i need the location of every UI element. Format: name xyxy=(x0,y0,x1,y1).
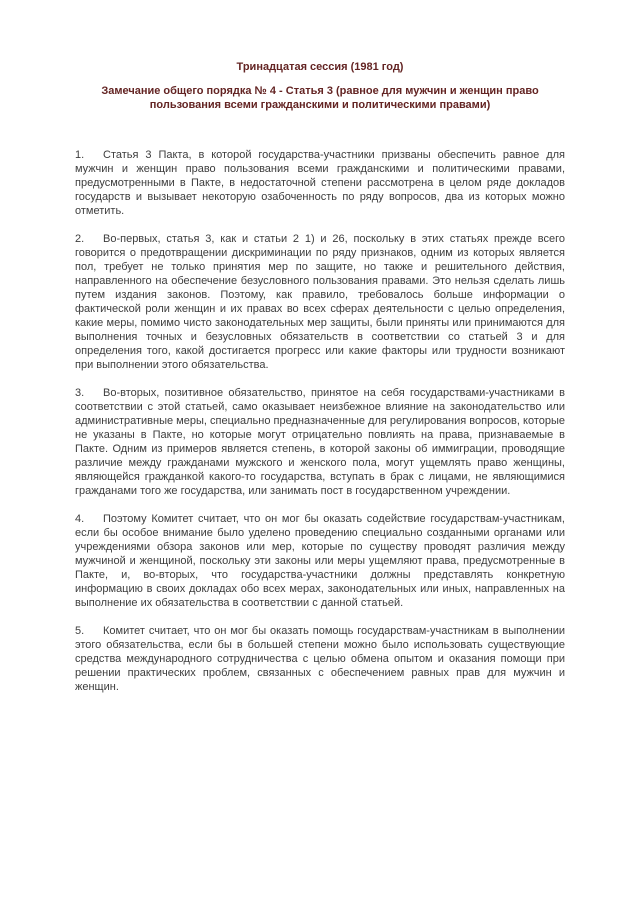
paragraph xyxy=(75,624,565,694)
document-header xyxy=(75,60,565,112)
paragraph xyxy=(75,512,565,610)
paragraph-text: Статья 3 Пакта, в которой государства-участники призваны обеспечить равное для мужчин и женщин право пользования всеми гражданскими и политическими правами, предусмотренными в Пакте, в недостаточной степени рассмотрена в целом ряде докладов государств и вызывает некоторую озабоченность по ряду вопросов, два из которых можно отметить. xyxy=(75,149,565,217)
paragraph xyxy=(75,232,565,372)
paragraph xyxy=(75,386,565,498)
paragraph-text: Во-первых, статья 3, как и статьи 2 1) и 26, поскольку в этих статьях прежде всего говорится о предотвращении дискриминации по ряду признаков, одним из которых является пол, требует не только принятия мер по защите, но также и решительного действия, направленного на обеспечение безусловного пользования правами. Это нельзя сделать лишь путем издания законов. Поэтому, как правило, требовалось больше информации о фактической роли женщин и их правах во всех сферах деятельности с целью определения, какие меры, помимо чисто законодательных мер защиты, были приняты или принимаются для выполнения точных и безусловных обязательств в соответствии со статьей 3 и для определения того, какой достигается прогресс или какие факторы или трудности возникают при выполнении этого обязательства. xyxy=(75,233,565,371)
session-title: Тринадцатая сессия (1981 год) xyxy=(236,61,404,73)
paragraph-text: Комитет считает, что он мог бы оказать помощь государствам-участникам в выполнении этого обязательства, если бы в большей степени можно было использовать существующие средства международного сотрудничества с целью обмена опытом и оказания помощи при решении практических проблем, связанных с обеспечением равных прав для мужчин и женщин. xyxy=(75,625,565,693)
paragraph-number: 1. xyxy=(75,149,85,161)
paragraph-number: 4. xyxy=(75,513,85,525)
paragraph-number: 5. xyxy=(75,625,85,637)
paragraph-number: 2. xyxy=(75,233,85,245)
paragraph-text: Поэтому Комитет считает, что он мог бы оказать содействие государствам-участникам, если бы особое внимание было уделено проведению специально созданными органами или учреждениями обзора законов или мер, которые по существу проводят различия между мужчиной и женщиной, поскольку эти законы или меры ущемляют права, предусмотренные в Пакте, и, во-вторых, что государства-участники должны представлять конкретную информацию в своих докладах обо всех мерах, законодательных или иных, направленных на выполнение их обязательства в соответствии с данной статьей. xyxy=(75,513,565,609)
document-body xyxy=(75,148,565,694)
document-title: Замечание общего порядка № 4 - Статья 3 (равное для мужчин и женщин право пользования всеми гражданскими и политическими правами) xyxy=(101,85,539,111)
paragraph xyxy=(75,148,565,218)
paragraph-number: 3. xyxy=(75,387,85,399)
paragraph-text: Во-вторых, позитивное обязательство, принятое на себя государствами-участниками в соответствии с этой статьей, само оказывает неизбежное влияние на законодательство или административные меры, специально предназначенные для регулирования вопросов, которые не указаны в Пакте, но которые могут отрицательно повлиять на права, признаваемые в Пакте. Одним из примеров является степень, в которой законы об иммиграции, проводящие различие между гражданами мужского и женского пола, могут ущемлять право женщины, являющейся гражданкой какого-то государства, вступать в брак с лицами, не являющимися гражданами того же государства, или занимать пост в государственном учреждении. xyxy=(75,387,565,497)
